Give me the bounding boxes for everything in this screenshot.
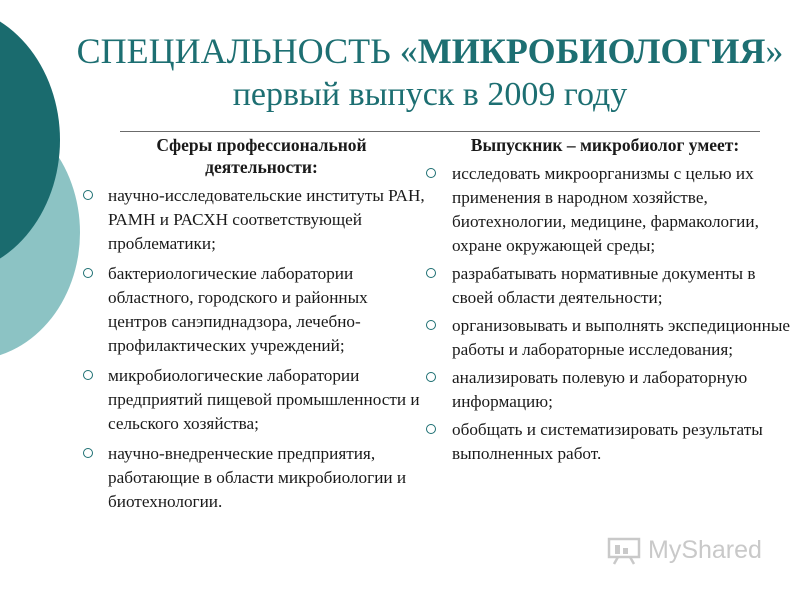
- right-column-header: Выпускник – микробиолог умеет:: [470, 135, 740, 155]
- title-line-1: СПЕЦИАЛЬНОСТЬ «МИКРОБИОЛОГИЯ»: [76, 31, 784, 71]
- list-item: микробиологические лаборатории предприятий пищевой промышленности и сельского хозяйства;: [80, 364, 425, 436]
- list-item: организовывать и выполнять экспедиционные работы и лабораторные исследования;: [420, 314, 790, 362]
- list-item: бактериологические лаборатории областного, городского и районных центров санэпиднадзора, лечебно-профилактических учреждений;: [80, 262, 425, 358]
- presentation-board-icon: [606, 537, 642, 565]
- bullet-icon: [83, 190, 93, 200]
- list-item: разрабатывать нормативные документы в своей области деятельности;: [420, 262, 790, 310]
- left-list: [80, 184, 425, 514]
- list-item: научно-внедренческие предприятия, работающие в области микробиологии и биотехнологии.: [80, 442, 425, 514]
- bullet-icon: [426, 168, 436, 178]
- bullet-icon: [83, 268, 93, 278]
- list-item: научно-исследовательские институты РАН, РАМН и РАСХН соответствующей проблематики;: [80, 184, 425, 256]
- header-rule: [120, 131, 760, 132]
- watermark-text: MyShared: [648, 536, 762, 564]
- watermark: [606, 536, 762, 565]
- title-line-2: первый выпуск в 2009 году: [232, 76, 628, 113]
- bullet-icon: [83, 448, 93, 458]
- list-item: исследовать микроорганизмы с целью их применения в народном хозяйстве, биотехнологии, медицине, фармакологии, охране окружающей среды;: [420, 162, 790, 258]
- right-column: [420, 134, 790, 470]
- list-item: анализировать полевую и лабораторную информацию;: [420, 366, 790, 414]
- bullet-icon: [426, 320, 436, 330]
- list-item: обобщать и систематизировать результаты выполненных работ.: [420, 418, 790, 466]
- bullet-icon: [426, 268, 436, 278]
- left-column: [80, 134, 425, 520]
- bullet-icon: [426, 372, 436, 382]
- bullet-icon: [426, 424, 436, 434]
- left-column-header: Сферы профессиональной деятельности:: [156, 135, 367, 177]
- right-list: [420, 162, 790, 466]
- bullet-icon: [83, 370, 93, 380]
